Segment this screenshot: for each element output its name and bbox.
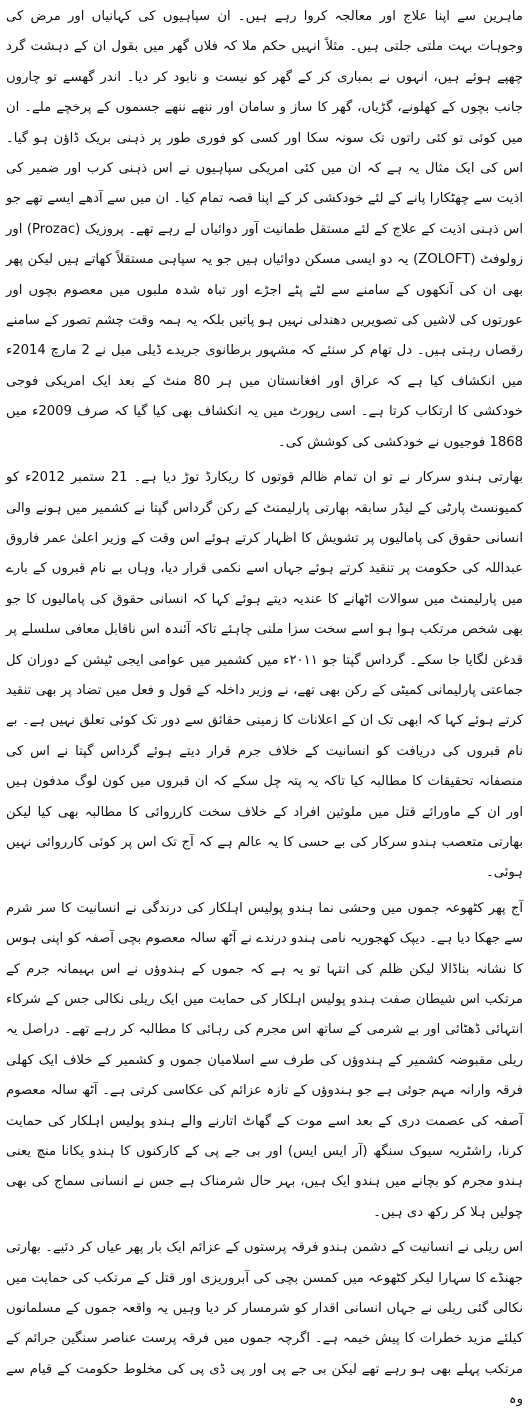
- article-paragraph: آج پھر کٹھوعہ جموں میں وحشی نما ہندو پولیس اہلکار کی درندگی نے انسانیت کا سر شرم سے جھکا دیا ہے۔ دیپک کھجوریہ نامی ہندو درندے نے آٹھ سالہ معصوم بچی آصفہ کو اپنی ہوس کا نشانہ بناڈالا لیکن ظلم کی انتہا تو یہ ہے کہ جموں کے ہندوؤں نے اس بہیمانہ جرم کے مرتکب اس شیطان صفت ہندو پولیس اہلکار کی حمایت میں ایک ریلی نکالی جس کے شرکاء انتہائی ڈھٹائی اور بے شرمی کے ساتھ اس مجرم کی رہائی کا مطالبہ کر رہے تھے۔ دراصل یہ ریلی مقبوضہ کشمیر کے ہندوؤں کی طرف سے اسلامیان جموں و کشمیر کے خلاف ایک کھلی فرقہ وارانہ مہم جوئی ہے جو ہندوؤں کے تازہ عزائم کی عکاسی کرتی ہے۔ آٹھ سالہ معصوم آصفہ کی عصمت دری کے بعد اسے موت کے گھاٹ اتارنے والے ہندو پولیس اہلکار کی حمایت کرنا، راشٹریہ سیوک سنگھ (آر ایس ایس) اور بی جے پی کے کارکنوں کا ہندو یکانا منچ یعنی ہندو مجرم کو بچانے میں ہندو ایک ہیں، بہر حال شرمناک ہے جس نے انسانی سماج کی بھی چولیں ہلا کر رکھ دی ہیں۔: [6, 900, 523, 1220]
- article-paragraph: اس ریلی نے انسانیت کے دشمن ہندو فرقہ پرستوں کے عزائم ایک بار پھر عیاں کر دئیے۔ بھارتی جھنڈے کا سہارا لیکر کٹھوعہ میں کمسن بچی کی آبروریزی اور قتل کے مرتکب کی حمایت میں نکالی گئی ریلی نے جہاں انسانی اقدار کو شرمسار کر دیا وہیں یہ واقعہ جموں کے مسلمانوں کیلئے مزید خطرات کا پیش خیمہ ہے۔ اگرچہ جموں میں فرقہ پرست عناصر سنگین جرائم کے مرتکب پہلے بھی ہو رہے تھے لیکن بی جے پی اور پی ڈی پی کی مخلوط حکومت کے قیام سے وہ: [6, 1240, 523, 1408]
- article-paragraph: بھارتی ہندو سرکار نے تو ان تمام ظالم قوتوں کا ریکارڈ توڑ دیا ہے۔ 21 ستمبر 2012ء کو کمیونسٹ پارٹی کے لیڈر سابقہ بھارتی پارلیمنٹ کے رکن گرداس گپتا نے کشمیر میں ہونے والی انسانی حقوق کی پامالیوں پر تشویش کا اظہار کرتے ہوئے اس وقت کے وزیر اعلیٰ عمر فاروق عبداللہ کی حکومت پر تنقید کرتے ہوئے جہاں اسے نکمی قرار دیا، وہاں بے نام قبروں کے بارے میں پارلیمنٹ میں سوالات اٹھانے کا عندیہ دیتے ہوئے کہا کہ انسانی حقوق کی پامالیوں کا جو بھی شخص مرتکب ہوا ہو اسے سخت سزا ملنی چاہئے تاکہ آئندہ اس ناقابل معافی سلسلے پر قدغن لگایا جا سکے۔ گرداس گپتا جو ۲۰۱۱ء میں کشمیر میں عوامی ایجی ٹیشن کے دوران کل جماعتی پارلیمانی کمیٹی کے رکن بھی تھے، نے وزیر داخلہ کے قول و فعل میں تضاد پر بھی تنقید کرتے ہوئے کہا کہ ابھی تک ان کے اعلانات کا زمینی حقائق سے دور تک کوئی تعلق نہیں ہے۔ بے نام قبروں کی دریافت کو انسانیت کے خلاف جرم قرار دیتے ہوئے گرداس گپتا نے اس کی منصفانہ تحقیقات کا مطالبہ کیا تاکہ یہ پتہ چل سکے کہ ان قبروں میں کون لوگ مدفون ہیں اور ان کے ماورائے قتل میں ملوثین افراد کے خلاف سخت کارروائی کا مطالبہ بھی کیا لیکن بھارتی متعصب ہندو سرکار کی بے حسی کا یہ عالم ہے کہ آج تک اس پر کوئی کارروائی نہیں ہوئی۔: [6, 470, 524, 881]
- article-paragraph: ماہرین سے اپنا علاج اور معالجہ کروا رہے ہیں۔ ان سپاہیوں کی کہانیاں اور مرض کی وجوہات بہت ملتی جلتی ہیں۔ مثلاً انہیں حکم ملا کہ فلاں گھر میں بقول ان کے دہشت گرد چھپے ہوئے ہیں، انہوں نے بمباری کر کے گھر کو نیست و نابود کر دیا۔ اندر گھسے تو چاروں جانب بچوں کے کھلونے، گڑیاں، گھر کا ساز و سامان اور ننھے ننھے جسموں کے پرخچے ملے۔ ان میں کوئی تو کئی راتوں تک سونہ سکا اور کسی کو فوری طور پر ذہنی بریک ڈاؤن ہو گیا۔ اس کی ایک مثال یہ ہے کہ ان میں کئی امریکی سپاہیوں نے اس ذہنی کرب اور ضمیر کی اذیت سے چھٹکارا پانے کے لئے خودکشی کر کے اپنا قصہ تمام کیا۔ ان میں سے آدھے ایسے تھے جو اس ذہنی اذیت کے علاج کے لئے مستقل طمانیت آور دوائیاں لے رہے تھے۔ پروزیک (Prozac) اور زولوفٹ (ZOLOFT) یہ دو ایسی مسکن دوائیاں ہیں جو یہ سپاہی مستقلاً کھاتے ہیں لیکن پھر بھی ان کی آنکھوں کے سامنے سے لٹے پٹے اجڑے اور تباہ شدہ ملبوں میں معصوم بچوں اور عورتوں کی لاشیں کی تصویریں دھندلی نہیں ہو پاتیں بلکہ یہ ہمہ وقت چشم تصور کے سامنے رقصاں رہتی ہیں۔ دل تھام کر سنئے کہ مشہور برطانوی جریدے ڈیلی میل نے 2 مارچ 2014ء میں انکشاف کیا ہے کہ عراق اور افغانستان میں ہر 80 منٹ کے بعد ایک امریکی فوجی خودکشی کا ارتکاب کرتا ہے۔ اسی رپورٹ میں یہ انکشاف بھی کیا گیا کہ صرف 2009ء میں 1868 فوجیوں نے خودکشی کی کوشش کی۔: [6, 9, 523, 450]
